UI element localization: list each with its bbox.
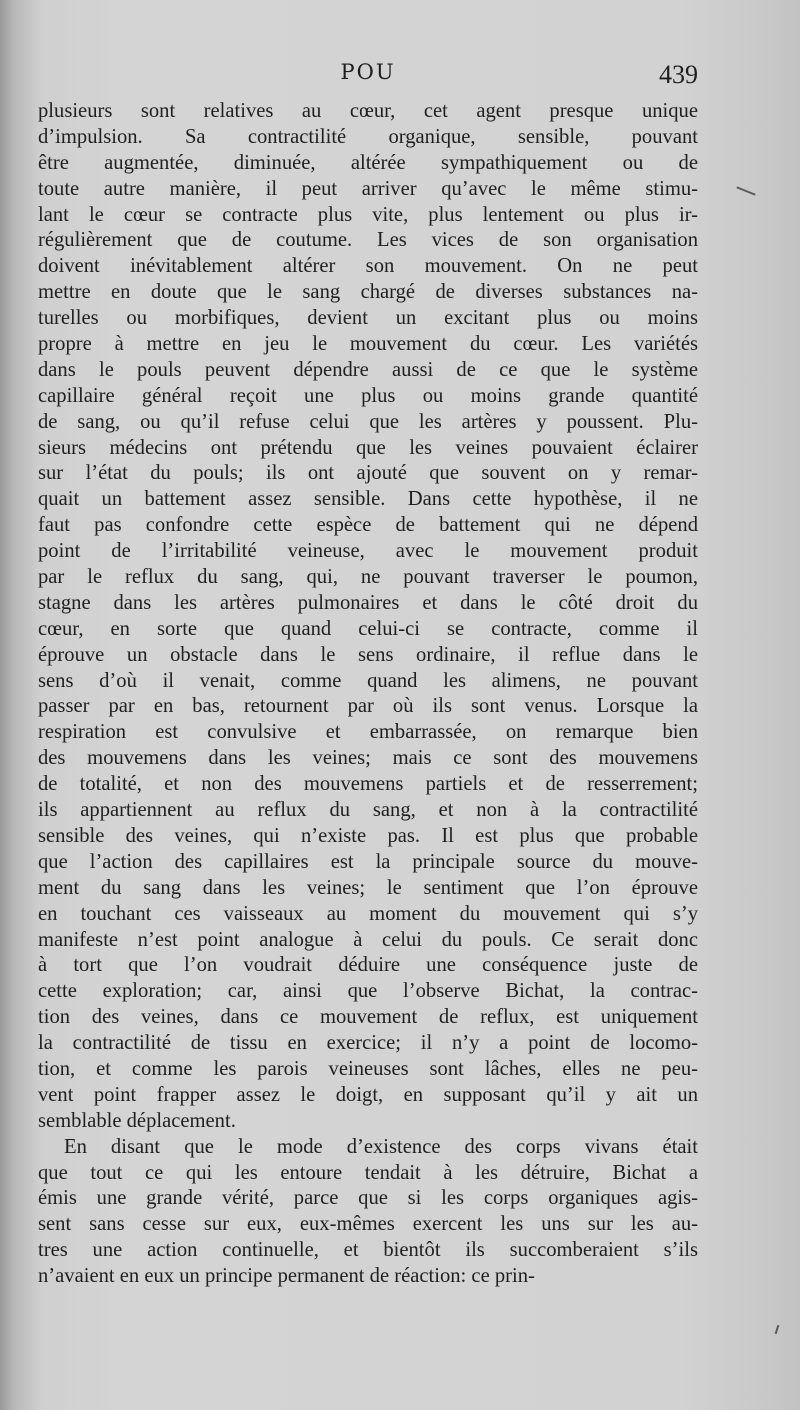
text-line: vent point frapper assez le doigt, en supposant qu’il y ait un — [38, 1083, 698, 1106]
text-line: de sang, ou qu’il refuse celui que les artères y poussent. Plu- — [38, 410, 698, 433]
text-line: ils appartiennent au reflux du sang, et non à la contractilité — [38, 799, 698, 822]
page-header — [38, 60, 698, 100]
text-line: en touchant ces vaisseaux au moment du mouvement qui s’y — [38, 902, 698, 925]
margin-mark — [736, 186, 755, 195]
text-line: la contractilité de tissu en exercice; il n’y a point de locomo- — [38, 1032, 698, 1055]
text-line: cette exploration; car, ainsi que l’observe Bichat, la contrac- — [38, 980, 698, 1003]
text-line: être augmentée, diminuée, altérée sympathiquement ou de — [38, 151, 698, 174]
text-line: sieurs médecins ont prétendu que les veines pouvaient éclairer — [38, 436, 698, 459]
text-line: tion des veines, dans ce mouvement de reflux, est uniquement — [38, 1006, 698, 1029]
running-head: POU — [340, 60, 396, 84]
text-line: propre à mettre en jeu le mouvement du cœur. Les variétés — [38, 333, 698, 356]
text-line: régulièrement que de coutume. Les vices de son organisation — [38, 229, 698, 252]
text-line: point de l’irritabilité veineuse, avec le mouvement produit — [38, 540, 698, 563]
text-line: cœur, en sorte que quand celui-ci se contracte, comme il — [38, 617, 698, 640]
text-line: doivent inévitablement altérer son mouvement. On ne peut — [38, 255, 698, 278]
text-line: éprouve un obstacle dans le sens ordinaire, il reflue dans le — [38, 643, 698, 666]
margin-mark — [775, 1325, 780, 1334]
text-line: respiration est convulsive et embarrassée, on remarque bien — [38, 721, 698, 744]
body-text — [38, 99, 698, 1290]
text-line: émis une grande vérité, parce que si les corps organiques agis- — [38, 1187, 698, 1210]
text-line: quait un battement assez sensible. Dans cette hypothèse, il ne — [38, 488, 698, 511]
text-line: manifeste n’est point analogue à celui du pouls. Ce serait donc — [38, 928, 698, 951]
text-line: d’impulsion. Sa contractilité organique, sensible, pouvant — [38, 125, 698, 148]
text-line: n’avaient en eux un principe permanent de réaction: ce prin- — [38, 1265, 535, 1288]
text-line: sensible des veines, qui n’existe pas. Il est plus que probable — [38, 824, 698, 847]
text-line: sens d’où il venait, comme quand les alimens, ne pouvant — [38, 669, 698, 692]
text-line: capillaire général reçoit une plus ou moins grande quantité — [38, 384, 698, 407]
text-line: sent sans cesse sur eux, eux-mêmes exercent les uns sur les au- — [38, 1213, 698, 1236]
text-line: à tort que l’on voudrait déduire une conséquence juste de — [38, 954, 698, 977]
text-line: semblable déplacement. — [38, 1109, 236, 1132]
text-line: toute autre manière, il peut arriver qu’avec le même stimu- — [38, 177, 698, 200]
text-line: de totalité, et non des mouvemens partiels et de resserrement; — [38, 773, 698, 796]
text-line: mettre en doute que le sang chargé de diverses substances na- — [38, 281, 698, 304]
text-line: que tout ce qui les entoure tendait à les détruire, Bichat a — [38, 1161, 698, 1184]
text-line: ment du sang dans les veines; le sentiment que l’on éprouve — [38, 876, 698, 899]
page-number: 439 — [659, 60, 698, 89]
text-line: des mouvemens dans les veines; mais ce sont des mouvemens — [38, 747, 698, 770]
text-line: stagne dans les artères pulmonaires et dans le côté droit du — [38, 591, 698, 614]
text-line: sur l’état du pouls; ils ont ajouté que souvent on y remar- — [38, 462, 698, 485]
text-line: En disant que le mode d’existence des corps vivans était — [64, 1135, 698, 1158]
text-line: que l’action des capillaires est la principale source du mouve- — [38, 850, 698, 873]
paragraph-2 — [38, 1135, 698, 1290]
text-line: tres une action continuelle, et bientôt ils succomberaient s’ils — [38, 1239, 698, 1262]
text-line: lant le cœur se contracte plus vite, plus lentement ou plus ir- — [38, 203, 698, 226]
text-line: turelles ou morbifiques, devient un excitant plus ou moins — [38, 307, 698, 330]
text-line: passer par en bas, retournent par où ils sont venus. Lorsque la — [38, 695, 698, 718]
text-line: par le reflux du sang, qui, ne pouvant traverser le poumon, — [38, 566, 698, 589]
text-line: tion, et comme les parois veineuses sont lâches, elles ne peu- — [38, 1057, 698, 1080]
text-line: dans le pouls peuvent dépendre aussi de ce que le système — [38, 358, 698, 381]
text-line: faut pas confondre cette espèce de battement qui ne dépend — [38, 514, 698, 537]
text-line: plusieurs sont relatives au cœur, cet agent presque unique — [38, 100, 698, 122]
paragraph-1 — [38, 99, 698, 1135]
